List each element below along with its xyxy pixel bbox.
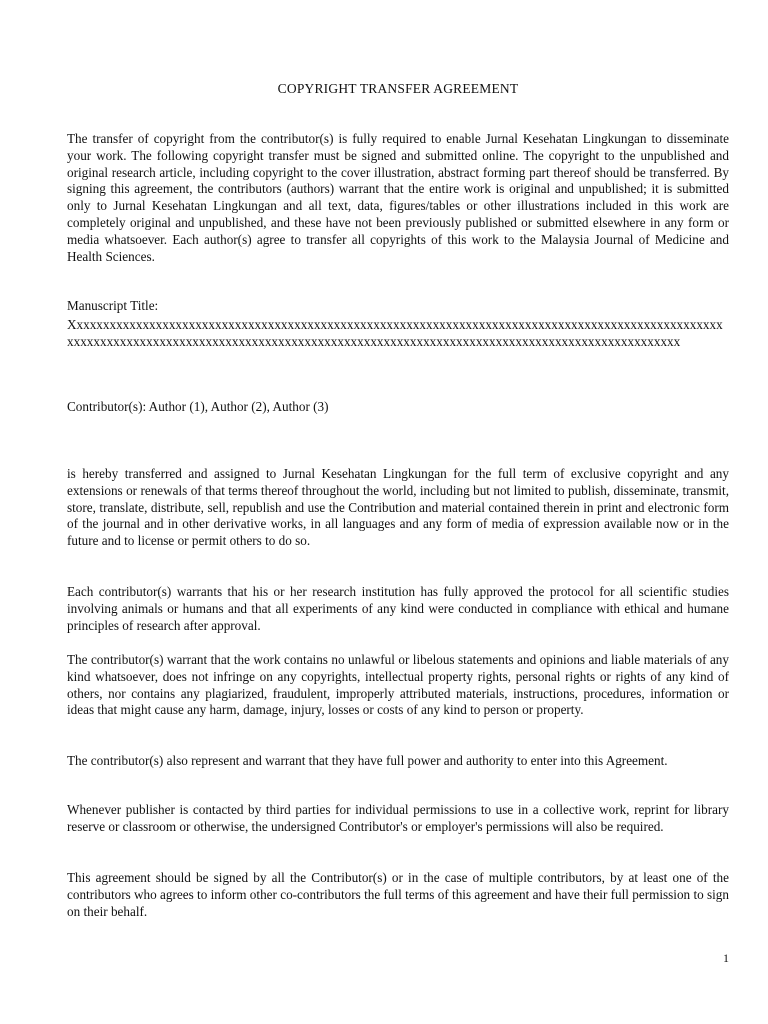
intro-paragraph: The transfer of copyright from the contributor(s) is fully required to enable Jurnal Kesehatan Lingkungan to disseminate your work. The following copyright transfer must be signed and submitted online. The copyright to the unpublished and original research article, including copyright to the cover illustration, abstract forming part thereof should be transferred. By signing this agreement, the contributors (authors) warrant that the entire work is original and unpublished; it is submitted only to Jurnal Kesehatan Lingkungan and all text, data, figures/tables or other illustrations included in this work are completely original and unpublished, and these have not been previously published or submitted elsewhere in any form or media whatsoever. Each author(s) agree to transfer all copyrights of this work to the Malaysia Journal of Medicine and Health Sciences. — [67, 131, 729, 264]
page-number: 1 — [723, 951, 729, 965]
signing-paragraph: This agreement should be signed by all the Contributor(s) or in the case of multiple contributors, by at least one of the contributors who agrees to inform other co-contributors the full terms of this agreement and have their full permission to sign on their behalf. — [67, 870, 729, 919]
authority-paragraph: The contributor(s) also represent and warrant that they have full power and authority to enter into this Agreement. — [67, 753, 668, 768]
permissions-paragraph: Whenever publisher is contacted by third parties for individual permissions to use in a collective work, reprint for library reserve or classroom or otherwise, the undersigned Contributor's or employer's permissions will also be required. — [67, 802, 729, 834]
page-title: COPYRIGHT TRANSFER AGREEMENT — [277, 81, 519, 96]
transfer-paragraph: is hereby transferred and assigned to Jurnal Kesehatan Lingkungan for the full term of exclusive copyright and any extensions or renewals of that terms thereof throughout the world, including but not limited to publish, disseminate, transmit, store, translate, distribute, sell, republish and use the Contribution and material contained therein in print and electronic form of the journal and in other derivative works, in all languages and any form of media of expression available now or in the future and to license or permit others to do so. — [67, 466, 729, 549]
contributors-line: Contributor(s): Author (1), Author (2), Author (3) — [67, 399, 329, 414]
manuscript-title-value: Xxxxxxxxxxxxxxxxxxxxxxxxxxxxxxxxxxxxxxxxxxxxxxxxxxxxxxxxxxxxxxxxxxxxxxxxxxxxxxxxxxxxxxxxxxxxxxxxxxxxxxxxxxxxxxxxxxxxxxxxxxxxxxxxxxxxxxxxxxxxxxxxxxxxxxxxxxxxxxxxxxxxxxxxxxxxxxxxxxxxxxxxxxxxxxxx — [67, 317, 723, 349]
manuscript-title-label: Manuscript Title: — [67, 298, 159, 313]
document-page — [67, 0, 729, 1024]
protocol-paragraph: Each contributor(s) warrants that his or her research institution has fully approved the protocol for all scientific studies involving animals or humans and that all experiments of any kind were conducted in compliance with ethical and humane principles of research after approval. — [67, 584, 729, 633]
warranty-paragraph: The contributor(s) warrant that the work contains no unlawful or libelous statements and opinions and liable materials of any kind whatsoever, does not infringe on any copyrights, intellectual property rights, personal rights or rights of any kind of others, nor contains any plagiarized, fraudulent, improperly attributed materials, instructions, procedures, information or ideas that might cause any harm, damage, injury, losses or costs of any kind to person or property. — [67, 652, 729, 718]
